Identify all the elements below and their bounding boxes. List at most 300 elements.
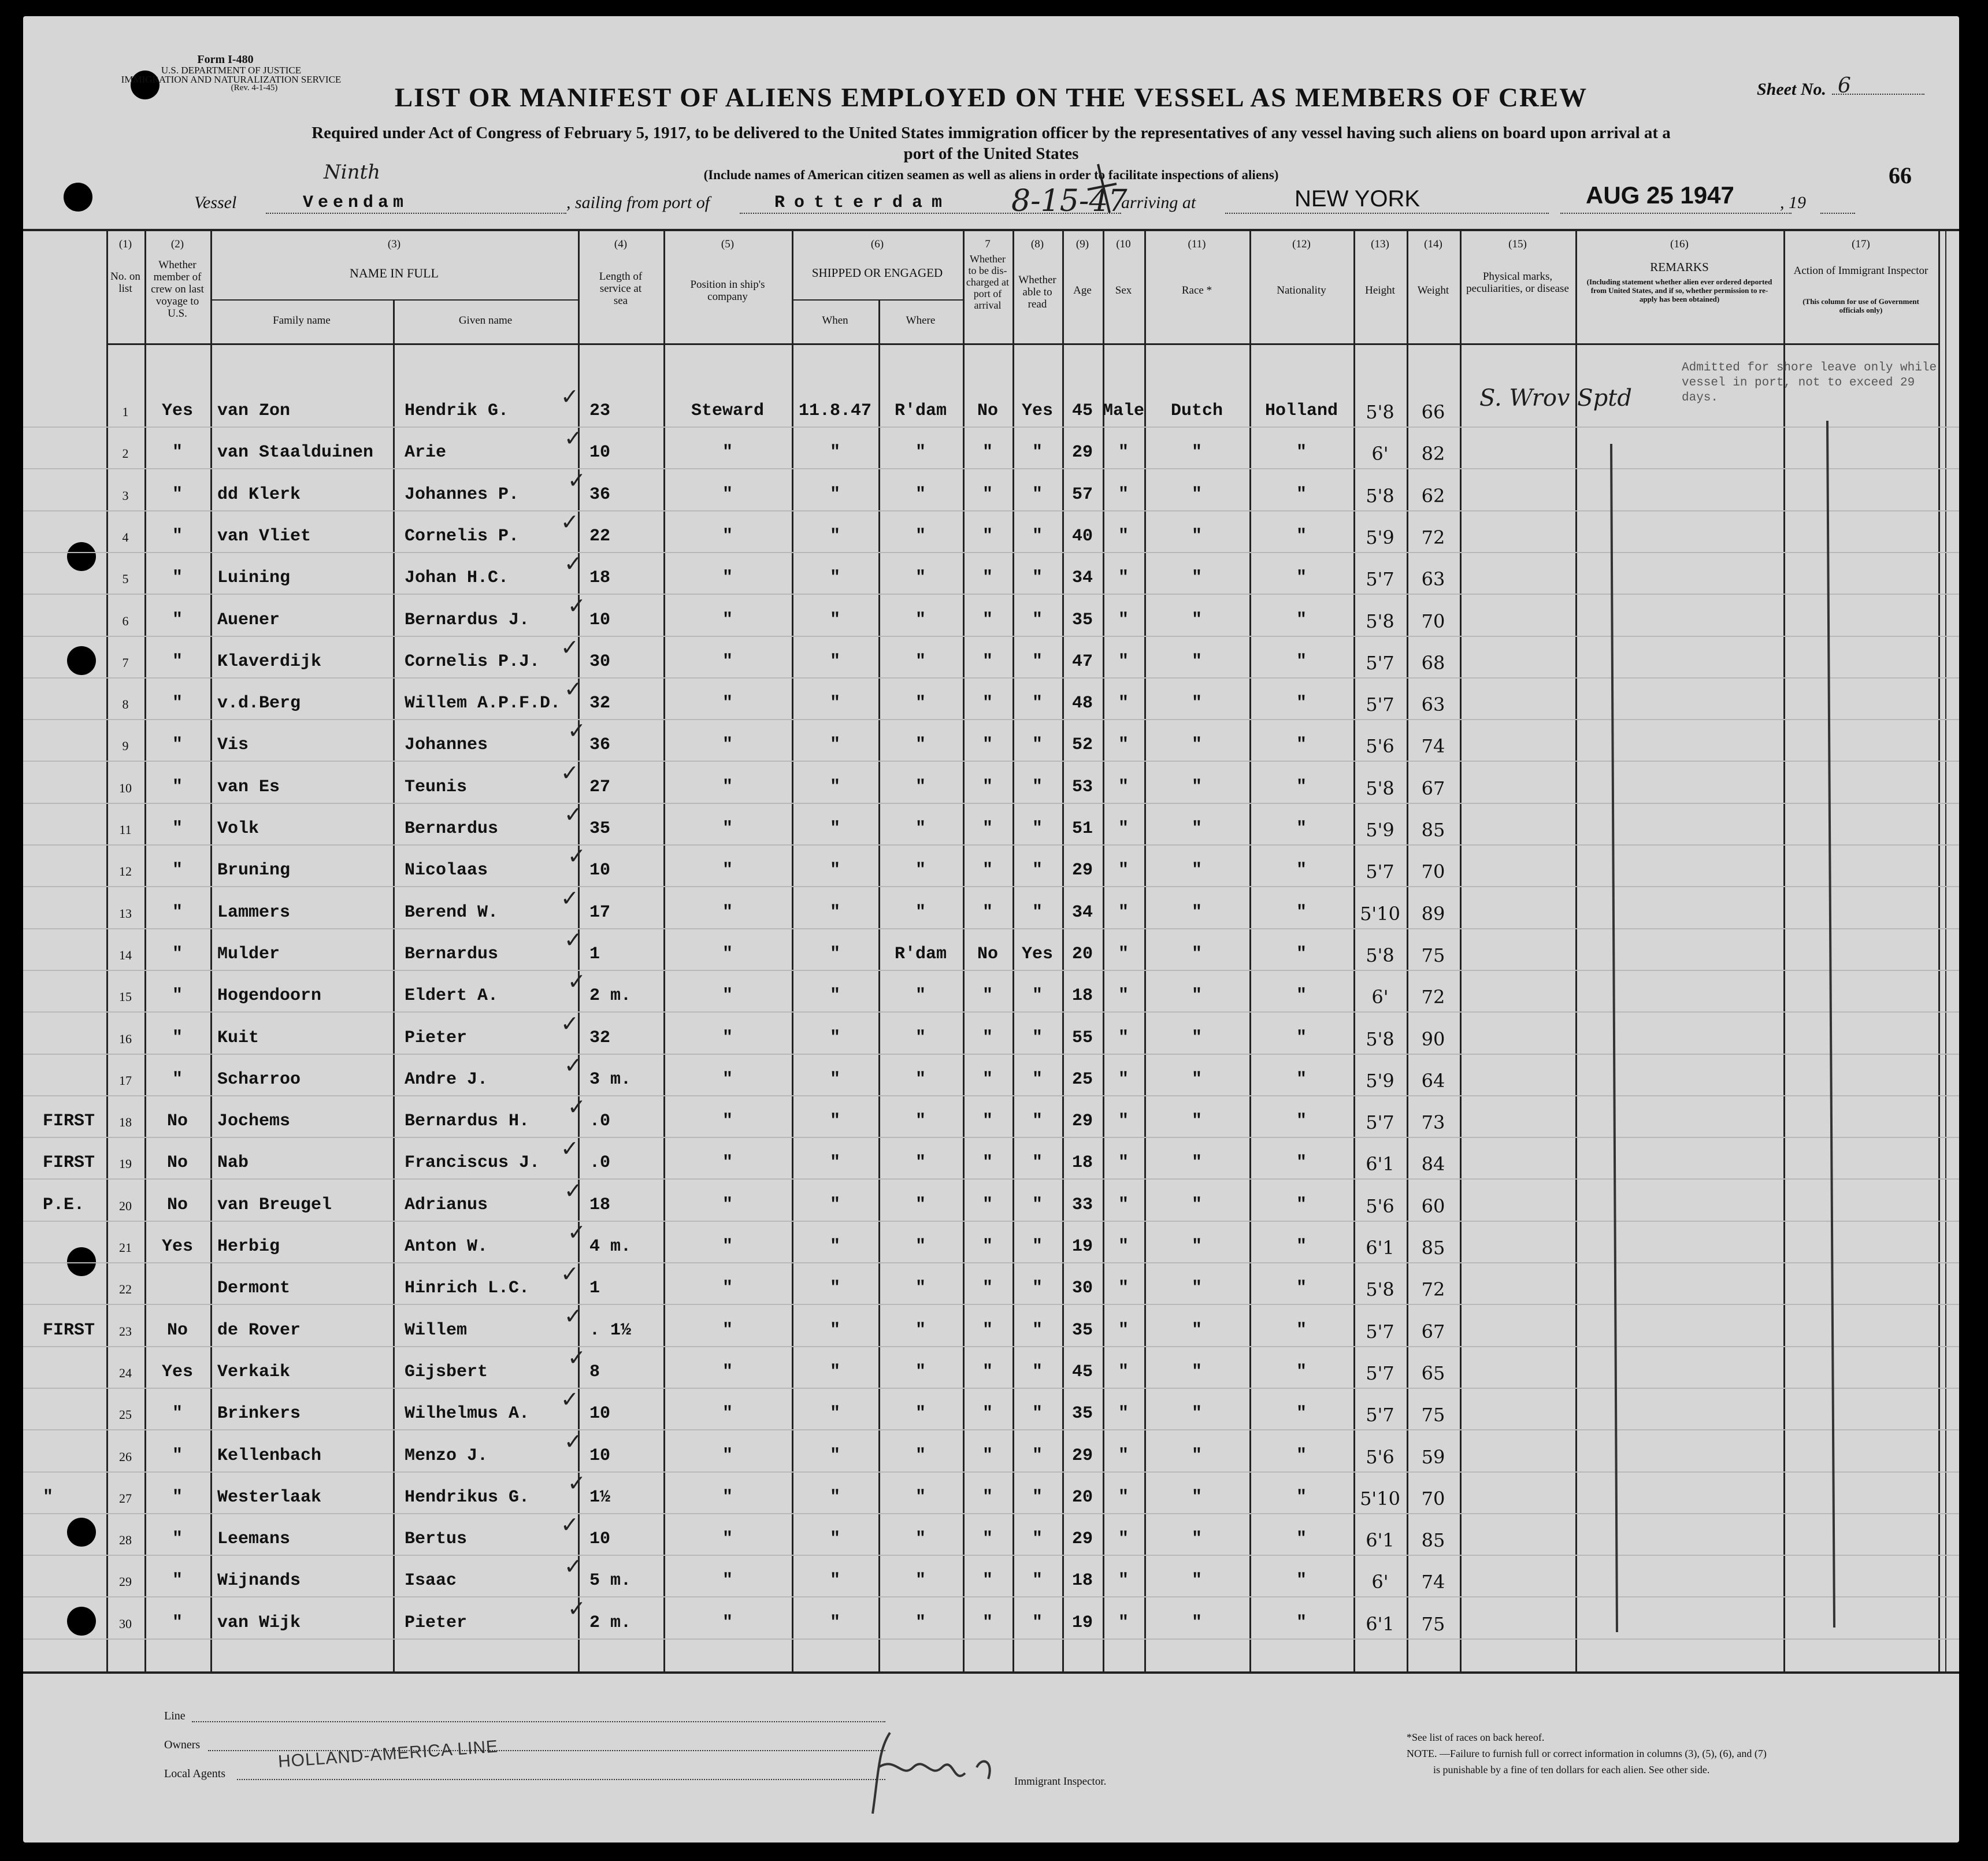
col5-header: Position in ship's company [690,279,765,303]
cell-read: " [1032,485,1043,505]
cell-race: " [1191,944,1202,964]
form-number: Form I-480 [197,53,254,66]
cell-crew: " [172,1070,183,1089]
cell-discharged: No [977,944,998,964]
cell-read: " [1032,1278,1043,1298]
arrival-date: AUG 25 1947 [1586,181,1734,209]
col-divider [1938,229,1940,1674]
cell-read: " [1032,861,1043,880]
cell-nationality: " [1296,1278,1307,1298]
cell-height: 6'1 [1366,1237,1394,1259]
check-mark-icon: ✓ [568,1470,586,1496]
cell-age: 35 [1071,1321,1093,1340]
cell-no: 8 [122,697,129,711]
line-label: Line [164,1710,186,1722]
cell-discharged: " [982,777,993,797]
cell-sex: " [1118,819,1129,839]
punch-hole [64,183,92,212]
cell-weight: 85 [1421,1529,1445,1551]
cell-height: 5'7 [1366,652,1394,674]
cell-age: 29 [1071,1446,1093,1466]
cell-position: " [722,1529,733,1549]
row1-physical-note: S. Wrov Sptd [1479,385,1632,412]
cell-no: 17 [119,1073,132,1088]
row-margin-note: FIRST [43,1321,95,1340]
cell-discharged: " [982,1321,993,1340]
cell-discharged: " [982,485,993,505]
cell-crew: " [172,485,183,505]
cell-family: Klaverdijk [217,652,322,672]
cell-sex: " [1118,1278,1129,1298]
cell-family: de Rover [217,1321,301,1340]
cell-given: Cornelis P.J. [405,652,540,672]
cell-given: Wilhelmus A. [405,1404,530,1423]
cell-given: Bernardus [405,819,499,839]
cell-service: 10 [589,861,611,880]
cell-weight: 85 [1421,1237,1445,1259]
cell-weight: 70 [1421,861,1445,883]
cell-read: " [1032,527,1043,546]
row-rule [23,719,1959,720]
cell-where: " [915,1362,926,1382]
check-mark-icon: ✓ [564,1052,583,1078]
cell-discharged: " [982,652,993,672]
cell-family: Lammers [217,903,291,922]
row-rule [23,1346,1959,1347]
row-rule [23,468,1959,469]
row-margin-note: " [43,1488,54,1507]
cell-where: " [915,1153,926,1173]
vessel-label: Vessel [194,193,237,212]
cell-sex: " [1118,1070,1129,1089]
cell-position: " [722,527,733,546]
table-bottom-rule [23,1671,1959,1674]
cell-weight: 70 [1421,610,1445,632]
cell-when: " [829,1195,840,1215]
col7-num: 7 [985,238,991,250]
year-fill [1820,213,1855,214]
cell-service: 10 [589,610,611,630]
cell-crew: " [172,1613,183,1633]
cell-height: 6' [1371,986,1389,1008]
row-rule [23,677,1959,679]
cell-crew: " [172,1571,183,1591]
cell-read: " [1032,694,1043,713]
check-mark-icon: ✓ [564,425,583,451]
col17-note: (This column for use of Government officials only) [1802,297,1919,314]
header-bottom-rule [106,343,1938,345]
cell-no: 10 [119,781,132,795]
cell-no: 4 [122,530,129,544]
sailing-label: , sailing from port of [566,193,710,212]
cell-crew: " [172,694,183,713]
cell-sex: " [1118,694,1129,713]
cell-given: Eldert A. [405,986,499,1006]
cell-where: R'dam [894,401,947,421]
cell-age: 34 [1071,903,1093,922]
cell-discharged: " [982,610,993,630]
cell-when: 11.8.47 [798,401,872,421]
cell-nationality: " [1296,1070,1307,1089]
cell-race: " [1191,1529,1202,1549]
cell-no: 27 [119,1491,132,1506]
cell-crew: " [172,819,183,839]
row-rule [23,1555,1959,1556]
cell-position: " [722,1153,733,1173]
cell-weight: 74 [1421,735,1445,757]
cell-no: 21 [119,1240,132,1255]
cell-where: " [915,485,926,505]
cell-when: " [829,527,840,546]
row-rule [23,510,1959,511]
cell-given: Pieter [405,1028,468,1048]
cell-height: 5'7 [1366,1362,1394,1384]
col11-header: Race * [1181,284,1212,296]
cell-where: " [915,819,926,839]
cell-no: 15 [119,989,132,1004]
cell-nationality: " [1296,903,1307,922]
cell-race: " [1191,1237,1202,1256]
shipped-subrule [792,299,963,301]
cell-race: " [1191,1278,1202,1298]
cell-weight: 75 [1421,1404,1445,1426]
cell-nationality: " [1296,944,1307,964]
cell-family: Westerlaak [217,1488,322,1507]
cell-discharged: " [982,986,993,1006]
cell-weight: 72 [1421,986,1445,1008]
col3a-header: Family name [273,314,331,327]
cell-age: 20 [1071,944,1093,964]
departure-port: Rotterdam [774,193,952,213]
row-rule [23,1596,1959,1597]
agents-stamp: HOLLAND-AMERICA LINE [277,1737,499,1771]
cell-where: " [915,1529,926,1549]
cell-family: Auener [217,610,280,630]
cell-age: 29 [1071,1529,1093,1549]
cell-read: Yes [1021,401,1053,421]
check-mark-icon: ✓ [561,1512,579,1537]
cell-sex: " [1118,1153,1129,1173]
cell-position: Steward [691,401,765,421]
cell-family: Nab [217,1153,249,1173]
cell-height: 5'8 [1366,1278,1394,1300]
cell-height: 5'7 [1366,1404,1394,1426]
cell-weight: 82 [1421,443,1445,465]
cell-when: " [829,1446,840,1466]
cell-sex: " [1118,1571,1129,1591]
row-rule [23,1178,1959,1180]
check-mark-icon: ✓ [564,1178,583,1203]
cell-no: 3 [122,488,129,503]
row-rule [23,552,1959,553]
cell-discharged: " [982,1153,993,1173]
cell-service: 10 [589,1446,611,1466]
cell-given: Adrianus [405,1195,488,1215]
check-mark-icon: ✓ [568,1596,586,1621]
cell-given: Teunis [405,777,468,797]
cell-discharged: " [982,1571,993,1591]
cell-where: " [915,610,926,630]
cell-nationality: " [1296,1529,1307,1549]
cell-when: " [829,1028,840,1048]
col4-num: (4) [614,238,628,250]
col2-header: Whether member of crew on last voyage to U.S. [151,259,204,320]
cell-weight: 65 [1421,1362,1445,1384]
cell-when: " [829,819,840,839]
cell-where: " [915,1070,926,1089]
cell-height: 5'6 [1366,1446,1394,1468]
check-mark-icon: ✓ [564,676,583,702]
check-mark-icon: ✓ [561,1387,579,1412]
cell-service: 17 [589,903,611,922]
cell-nationality: " [1296,1321,1307,1340]
cell-discharged: " [982,443,993,462]
line-fill [192,1721,885,1722]
cell-age: 35 [1071,610,1093,630]
col15-num: (15) [1508,238,1527,250]
cell-nationality: " [1296,1362,1307,1382]
cell-when: " [829,1362,840,1382]
service: IMMIGRATION AND NATURALIZATION SERVICE [121,74,342,85]
cell-crew: Yes [161,1362,193,1382]
cell-position: " [722,777,733,797]
cell-weight: 62 [1421,485,1445,507]
cell-height: 5'9 [1366,1070,1394,1092]
cell-nationality: " [1296,986,1307,1006]
cell-read: " [1032,1195,1043,1215]
cell-no: 11 [119,822,132,837]
cell-age: 29 [1071,443,1093,462]
cell-position: " [722,1028,733,1048]
check-mark-icon: ✓ [568,1345,586,1370]
cell-height: 5'8 [1366,944,1394,966]
cell-height: 6'1 [1366,1529,1394,1551]
cell-race: " [1191,527,1202,546]
cell-when: " [829,1571,840,1591]
cell-crew: " [172,777,183,797]
cell-service: 3 m. [589,1070,632,1089]
col9-header: Age [1073,284,1092,296]
cell-read: " [1032,443,1043,462]
cell-discharged: " [982,1362,993,1382]
check-mark-icon: ✓ [568,718,586,743]
cell-race: " [1191,1195,1202,1215]
arrival-port: NEW YORK [1295,186,1420,212]
cell-no: 19 [119,1156,132,1171]
punch-hole [67,542,96,571]
cell-crew: " [172,1404,183,1423]
inspector-label: Immigrant Inspector. [1014,1775,1107,1788]
cell-service: 27 [589,777,611,797]
cell-position: " [722,861,733,880]
cell-where: " [915,903,926,922]
cell-height: 5'8 [1366,485,1394,507]
cell-where: " [915,1195,926,1215]
cell-height: 5'6 [1366,735,1394,757]
row-rule [23,1262,1959,1263]
cell-age: 47 [1071,652,1093,672]
cell-weight: 63 [1421,568,1445,590]
cell-discharged: " [982,861,993,880]
cell-read: " [1032,735,1043,755]
cell-crew: " [172,861,183,880]
cell-height: 5'9 [1366,819,1394,841]
col12-header: Nationality [1277,284,1326,296]
cell-weight: 70 [1421,1488,1445,1510]
cell-service: 5 m. [589,1571,632,1591]
cell-nationality: " [1296,568,1307,588]
cell-family: Vis [217,735,249,755]
cell-discharged: " [982,1488,993,1507]
cell-family: Volk [217,819,259,839]
row-margin-note: FIRST [43,1111,95,1131]
cell-service: .0 [589,1111,611,1131]
check-mark-icon: ✓ [561,384,579,409]
col3-num: (3) [387,238,401,250]
cell-nationality: " [1296,1237,1307,1256]
cell-sex: " [1118,944,1129,964]
row-rule [23,1011,1959,1013]
cell-crew: No [166,1153,188,1173]
col3-header: NAME IN FULL [350,266,439,280]
check-mark-icon: ✓ [561,885,579,911]
cell-discharged: " [982,568,993,588]
cell-position: " [722,1321,733,1340]
page-number: 66 [1889,162,1912,188]
inspector-signature [855,1715,1029,1819]
cell-sex: " [1118,1237,1129,1256]
cell-sex: " [1118,861,1129,880]
check-mark-icon: ✓ [561,635,579,660]
cell-where: " [915,1404,926,1423]
cell-family: Kuit [217,1028,259,1048]
row-rule [23,1221,1959,1222]
cell-weight: 60 [1421,1195,1445,1217]
cell-age: 29 [1071,861,1093,880]
row-rule [23,1095,1959,1096]
cell-sex: " [1118,568,1129,588]
sheet-label: Sheet No. [1757,80,1826,99]
cell-family: Brinkers [217,1404,301,1423]
cell-height: 5'7 [1366,1111,1394,1133]
cell-sex: " [1118,527,1129,546]
cell-race: " [1191,1613,1202,1633]
row-rule [23,1137,1959,1138]
row-margin-note: P.E. [43,1195,85,1215]
cell-read: " [1032,1571,1043,1591]
cell-where: " [915,777,926,797]
cell-age: 52 [1071,735,1093,755]
cell-service: 2 m. [589,1613,632,1633]
cell-age: 48 [1071,694,1093,713]
cell-weight: 84 [1421,1153,1445,1175]
sheet-number: 6 [1838,74,1851,98]
cell-race: " [1191,1362,1202,1382]
cell-read: " [1032,903,1043,922]
cell-where: " [915,568,926,588]
row-rule [23,970,1959,971]
cell-position: " [722,1404,733,1423]
col17-header: Action of Immigrant Inspector [1793,265,1928,277]
cell-family: dd Klerk [217,485,301,505]
cell-height: 5'6 [1366,1195,1394,1217]
cell-when: " [829,1529,840,1549]
col-divider [210,229,212,1674]
cell-sex: " [1118,903,1129,922]
cell-sex: " [1118,1321,1129,1340]
cell-sex: " [1118,485,1129,505]
check-mark-icon: ✓ [561,1136,579,1161]
check-mark-icon: ✓ [568,843,586,869]
cell-where: " [915,443,926,462]
cell-given: Johan H.C. [405,568,509,588]
cell-service: 23 [589,401,611,421]
cell-no: 26 [119,1449,132,1464]
cell-when: " [829,1278,840,1298]
cell-service: 32 [589,694,611,713]
cell-no: 16 [119,1032,132,1046]
cell-when: " [829,568,840,588]
cell-family: Jochems [217,1111,291,1131]
cell-sex: Male [1103,401,1145,421]
cell-position: " [722,1195,733,1215]
cell-sex: " [1118,777,1129,797]
cell-where: " [915,735,926,755]
cell-nationality: " [1296,610,1307,630]
col14-num: (14) [1424,238,1442,250]
cell-no: 12 [119,864,132,878]
cell-nationality: " [1296,819,1307,839]
cell-crew: No [166,1195,188,1215]
row-rule [23,1304,1959,1305]
cell-age: 19 [1071,1613,1093,1633]
row-rule [23,1513,1959,1514]
cell-discharged: " [982,1446,993,1466]
cell-nationality: " [1296,777,1307,797]
cell-family: Luining [217,568,291,588]
cell-read: " [1032,986,1043,1006]
cell-when: " [829,1404,840,1423]
cell-weight: 63 [1421,694,1445,716]
cell-crew: " [172,735,183,755]
cell-service: 10 [589,1404,611,1423]
cell-read: " [1032,1613,1043,1633]
col6b-header: Where [906,314,936,327]
col16-num: (16) [1670,238,1689,250]
table-top-rule [23,229,1959,231]
cell-position: " [722,1070,733,1089]
check-mark-icon: ✓ [564,1554,583,1579]
cell-service: 32 [589,1028,611,1048]
row-rule [23,928,1959,929]
cell-read: " [1032,652,1043,672]
check-mark-icon: ✓ [561,1011,579,1036]
col6-header: SHIPPED OR ENGAGED [811,266,943,280]
cell-crew: " [172,1529,183,1549]
cell-nationality: " [1296,1404,1307,1423]
cell-age: 30 [1071,1278,1093,1298]
cell-family: Mulder [217,944,280,964]
cell-no: 9 [122,739,129,753]
cell-age: 18 [1071,1153,1093,1173]
cell-read: " [1032,1111,1043,1131]
cell-weight: 59 [1421,1446,1445,1468]
cell-where: " [915,986,926,1006]
punch-hole [67,1247,96,1276]
cell-given: Bernardus J. [405,610,530,630]
punch-hole [67,646,96,675]
cell-when: " [829,986,840,1006]
